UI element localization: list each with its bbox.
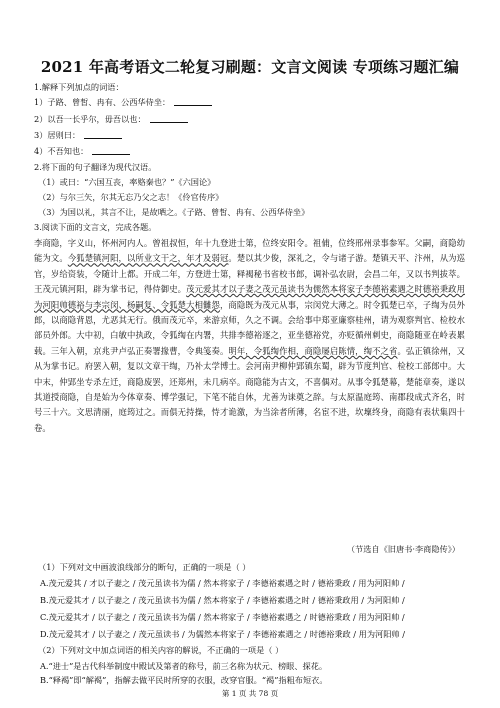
- page-title: 2021 年高考语文二轮复习刷题：文言文阅读 专项练习题汇编: [40, 58, 460, 76]
- question-1-item-2: [34, 112, 464, 126]
- option-a: A.茂元爱其 / 才以子妻之 / 茂元虽读书为儒 / 然本将家子 / 李德裕素遇之时 / 德裕秉政 / 用为河阳帅 /: [40, 578, 405, 588]
- wavy-underlined-segment: 茂元爱其才以子妻之茂元虽读书为儒然本将家子李德裕素遇之时德裕秉政用为河阳帅德裕与李宗闵、杨嗣复、令狐楚大相雠怨: [34, 284, 465, 310]
- passage-segment: 李商隐，字义山，怀州河内人。曾祖叔恒，年十九登进士第，位终安阳令。祖俌，位终邢州录事参军。父嗣，商隐幼能为文。: [34, 238, 465, 264]
- sub-question-2: （2）下列对文中加点词语的相关内容的解说，不正确的一项是（ ）: [38, 645, 284, 655]
- answer-blank: [92, 146, 130, 155]
- passage-text: [34, 236, 465, 436]
- passage-segment: 。楚以其少俊，深礼之，令与诸子游。楚镇天平、汴州，从为巡官，岁给资装，令随计上都。开成二年，方登进士第，释褐秘书省校书郎，调补弘农尉，会昌二年，又以书判拔萃。王茂元镇河阳，辟为掌书记，得侍御史。: [34, 253, 465, 295]
- option-d: D.茂元爱其才 / 以子妻之 / 茂元虽读书 / 为儒然本将家子 / 李德裕素遇之 / 时德裕秉政 / 用为河阳帅 /: [40, 629, 405, 639]
- item-text: 3）居则曰：: [34, 130, 81, 140]
- answer-blank: [174, 97, 212, 106]
- underlined-segment: 明年，令狐绹作相，商隐屡启陈情，绹不之省: [228, 345, 398, 356]
- option-c: C.茂元爱其才 / 以子妻之 / 茂元虽读书为儒 / 然本将家子 / 李德裕素遇之 / 时德裕秉政 / 用为河阳帅 /: [40, 612, 405, 622]
- passage-segment: 。弘正镇徐州，又从为掌书记。府罢入朝，复以文章干绹，乃补太学博士。会河南尹柳仲郢镇东蜀，辟为节度判官、检校工部郎中。大中末，仲郢坐专杀左迁，商隐废罢，还郑州，未几病卒。商隐能为古文，不喜偶对。从事令狐楚幕，楚能章奏，遂以其道授商隐，自是始为今体章奏、博学强记，下笔不能自休，尤善为诔奠之辞。与太原温庭筠、南郡段成式齐名，时号三十六。文思清丽，庭筠过之。而俱无持操，恃才诡激，为当涂者所薄，名宦不进，坎壈终身，商隐有表状集四十卷。: [34, 345, 466, 433]
- page-footer: 第 1 页 共 78 页: [221, 689, 279, 698]
- question-1-item-4: [34, 144, 464, 158]
- option-2-a: A.“进士”是古代科举制度中殿试及第者的称号，前三名称为状元、榜眼、探花。: [40, 661, 328, 671]
- question-2-heading: 2.将下面的句子翻译为现代汉语。: [34, 162, 157, 172]
- underlined-segment: 今狐楚镇河阳，以所业文干之，年才及弱冠: [67, 253, 229, 264]
- sub-question-1: （1）下列对文中画波浪线部分的断句，正确的一项是（ ）: [38, 562, 251, 572]
- item-text: 2）以吾一长乎尔，毋吾以也：: [34, 114, 146, 124]
- question-1-heading: 1.解释下列加点的词语：: [34, 82, 124, 92]
- answer-blank: [84, 130, 122, 139]
- passage-segment: ，商隐既为茂元从事，宗闵党大薄之。时令狐楚已卒，子绹为员外郎，以商隐背恩，尤恶其无行。俄而茂元卒，来游京师，久之不调。会给事中郑亚廉察桂州，请为观察判官、检校水部员外郎。大中初，白敏中执政，令狐绹在内署，共排李德裕逐之，亚坐德裕党，亦贬循州刺史，商隐随亚在岭表累载。三年入朝，京兆尹卢弘正奏署掾曹，令典笺奏。: [34, 299, 465, 356]
- answer-blank: [150, 114, 188, 123]
- option-b: B.茂元爱其才 / 以子妻之 / 茂元虽读书为儒 / 然本将家子 / 李德裕素遇之时 / 德裕秉政用 / 为河阳帅 /: [40, 595, 405, 605]
- passage-source: （节选自《旧唐书·李商隐传》）: [346, 544, 460, 554]
- question-1-item-1: [34, 95, 464, 109]
- question-2-item-2: （2）与尔三矢，尔其无忘乃父之志！《伶官传序》: [38, 192, 224, 202]
- question-2-item-1: （1）或曰：“六国互丧，率赂秦也？”《六国论》: [38, 177, 216, 187]
- option-2-b: B.“释褐”即“解褐”，指解去做平民时所穿的衣服，改穿官服。“褐”指粗布短衣。: [40, 675, 328, 685]
- question-1-item-3: [34, 128, 464, 142]
- question-3-heading: 3.阅读下面的文言文，完成各题。: [34, 222, 157, 232]
- item-text: 1）子路、曾皙、冉有、公西华侍坐：: [34, 97, 171, 107]
- question-2-item-3: （3）为国以礼，其言不让，是故哂之。《子路、曾皙、冉有、公西华侍坐》: [38, 207, 310, 217]
- item-text: 4）不吾知也：: [34, 146, 89, 156]
